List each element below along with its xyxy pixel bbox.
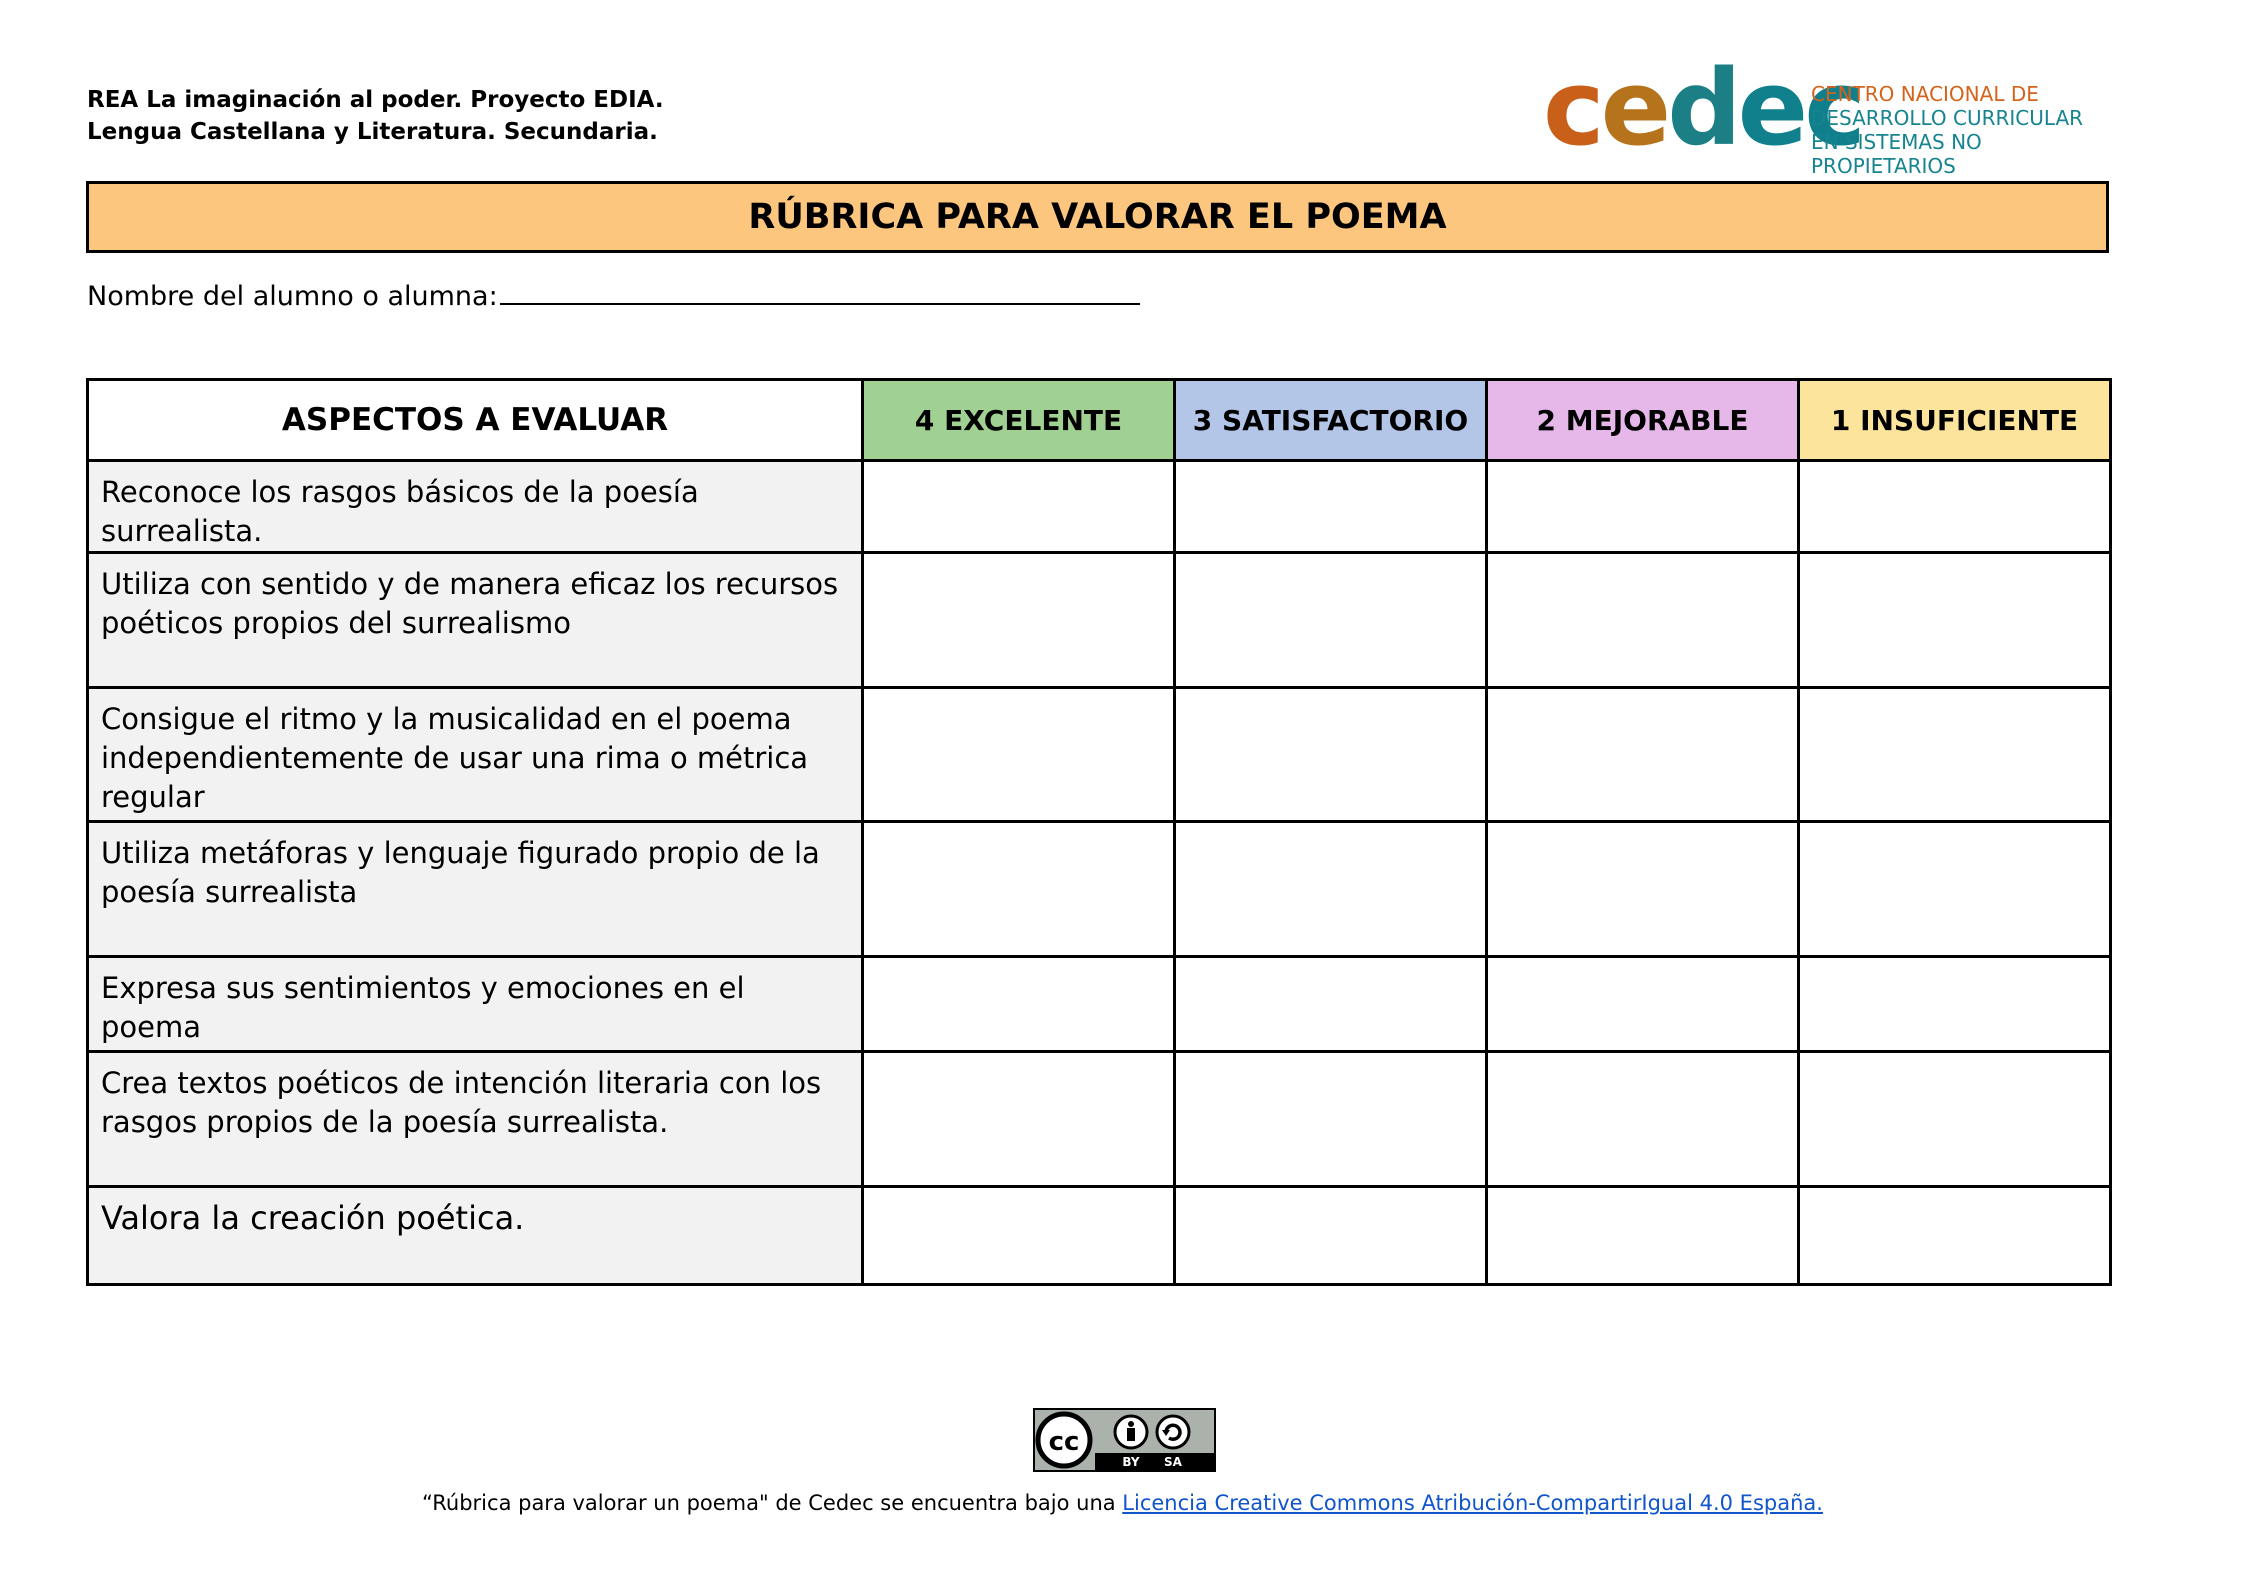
- table-row: [88, 957, 2111, 1052]
- page-title: RÚBRICA PARA VALORAR EL POEMA: [86, 181, 2109, 253]
- license-footer: [0, 1491, 2245, 1515]
- score-cell[interactable]: [1175, 688, 1487, 822]
- score-cell[interactable]: [1175, 822, 1487, 957]
- score-cell[interactable]: [863, 688, 1175, 822]
- logo-tagline: [1811, 82, 2103, 178]
- header-insuficiente: 1 INSUFICIENTE: [1799, 380, 2111, 461]
- rubric-header-row: [88, 380, 2111, 461]
- table-row: [88, 688, 2111, 822]
- score-cell[interactable]: [863, 957, 1175, 1052]
- badge-label-strip: [1095, 1453, 1214, 1470]
- score-cell[interactable]: [1175, 553, 1487, 688]
- score-cell[interactable]: [1799, 553, 2111, 688]
- header-mejorable: 2 MEJORABLE: [1487, 380, 1799, 461]
- rubric-table: [86, 378, 2112, 1286]
- document-header: [87, 84, 664, 148]
- table-row: [88, 1052, 2111, 1187]
- sa-icon: [1157, 1416, 1189, 1448]
- student-name-field: [87, 275, 1140, 312]
- table-row: [88, 822, 2111, 957]
- header-line-1: REA La imaginación al poder. Proyecto EDIA.: [87, 87, 664, 113]
- license-link[interactable]: Licencia Creative Commons Atribución-CompartirIgual 4.0 España.: [1122, 1491, 1823, 1515]
- score-cell[interactable]: [1487, 1052, 1799, 1187]
- criterion: Expresa sus sentimientos y emociones en el poema: [88, 957, 863, 1052]
- criterion: Utiliza metáforas y lenguaje figurado propio de la poesía surrealista: [88, 822, 863, 957]
- logo-tagline-line-1: CENTRO NACIONAL DE: [1811, 82, 2039, 106]
- logo-letter: c: [1543, 47, 1601, 169]
- score-cell[interactable]: [863, 1052, 1175, 1187]
- score-cell[interactable]: [1175, 1052, 1487, 1187]
- criterion: Utiliza con sentido y de manera eficaz los recursos poéticos propios del surrealismo: [88, 553, 863, 688]
- logo-letter: d: [1667, 47, 1738, 169]
- score-cell[interactable]: [1799, 461, 2111, 553]
- score-cell[interactable]: [863, 553, 1175, 688]
- score-cell[interactable]: [863, 822, 1175, 957]
- score-cell[interactable]: [1487, 822, 1799, 957]
- criterion: Crea textos poéticos de intención literaria con los rasgos propios de la poesía surrealista.: [88, 1052, 863, 1187]
- header-aspects: ASPECTOS A EVALUAR: [88, 380, 863, 461]
- cedec-logo: [1543, 47, 2103, 178]
- score-cell[interactable]: [1799, 1187, 2111, 1285]
- score-cell[interactable]: [1799, 957, 2111, 1052]
- score-cell[interactable]: [1799, 688, 2111, 822]
- logo-tagline-line-2: DESARROLLO CURRICULAR: [1811, 106, 2084, 130]
- criterion: Consigue el ritmo y la musicalidad en el poema independientemente de usar una rima o métrica regular: [88, 688, 863, 822]
- sa-label: SA: [1164, 1455, 1182, 1469]
- score-cell[interactable]: [1487, 461, 1799, 553]
- score-cell[interactable]: [1799, 822, 2111, 957]
- header-line-2: Lengua Castellana y Literatura. Secundaria.: [87, 119, 658, 145]
- criterion: Valora la creación poética.: [88, 1187, 863, 1285]
- score-cell[interactable]: [1175, 461, 1487, 553]
- score-cell[interactable]: [1175, 957, 1487, 1052]
- by-label: BY: [1122, 1455, 1140, 1469]
- header-excelente: 4 EXCELENTE: [863, 380, 1175, 461]
- logo-letter: e: [1737, 47, 1805, 169]
- footer-text: “Rúbrica para valorar un poema" de Cedec se encuentra bajo una: [422, 1491, 1123, 1515]
- student-name-label: Nombre del alumno o alumna:: [87, 281, 498, 312]
- criterion: Reconoce los rasgos básicos de la poesía surrealista.: [88, 461, 863, 553]
- score-cell[interactable]: [863, 461, 1175, 553]
- header-satisfactorio: 3 SATISFACTORIO: [1175, 380, 1487, 461]
- score-cell[interactable]: [1487, 553, 1799, 688]
- table-row: [88, 553, 2111, 688]
- score-cell[interactable]: [863, 1187, 1175, 1285]
- logo-letter: c: [1804, 47, 1862, 169]
- table-row: [88, 461, 2111, 553]
- cc-icon-label: cc: [1048, 1427, 1080, 1457]
- cc-by-sa-badge[interactable]: [1033, 1408, 1216, 1472]
- logo-tagline-line-3: EN SISTEMAS NO PROPIETARIOS: [1811, 130, 1982, 178]
- score-cell[interactable]: [1487, 1187, 1799, 1285]
- logo-letter: e: [1600, 47, 1668, 169]
- score-cell[interactable]: [1175, 1187, 1487, 1285]
- table-row: [88, 1187, 2111, 1285]
- score-cell[interactable]: [1487, 957, 1799, 1052]
- score-cell[interactable]: [1799, 1052, 2111, 1187]
- student-name-line[interactable]: [500, 275, 1140, 305]
- score-cell[interactable]: [1487, 688, 1799, 822]
